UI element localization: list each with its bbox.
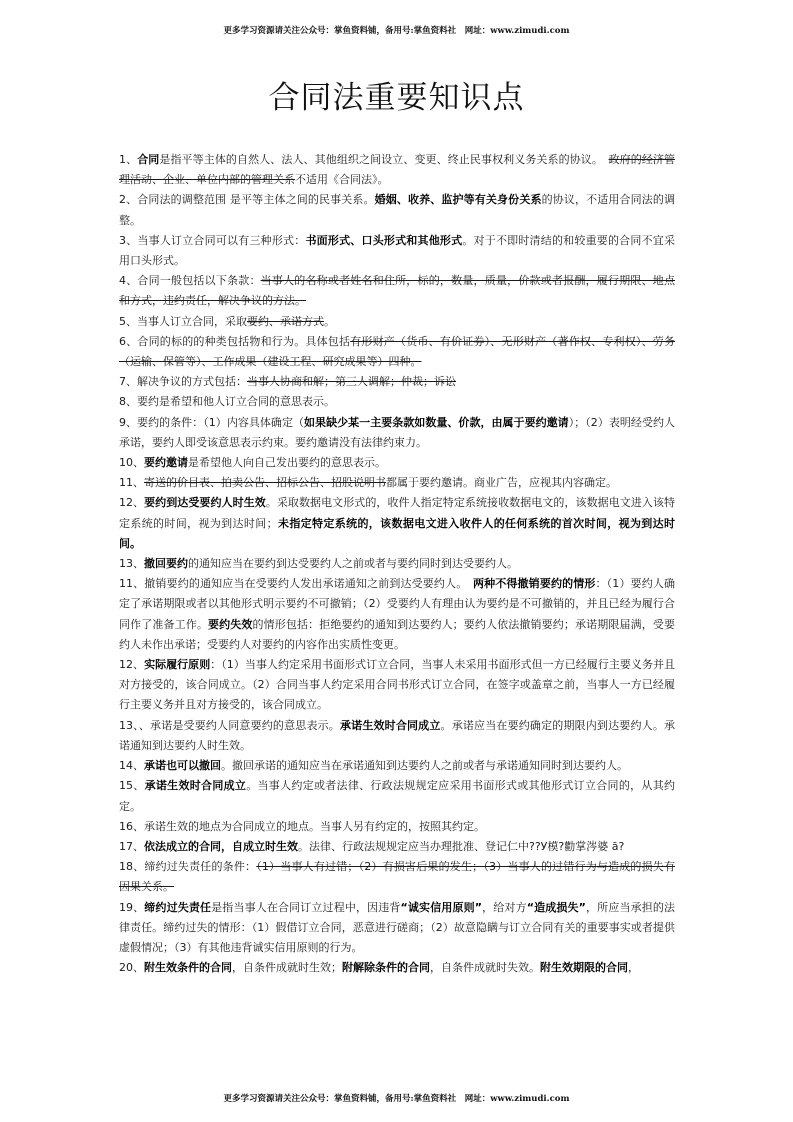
bold-text: 承诺生效时合同成立 xyxy=(339,718,441,732)
bold-text: 婚姻、收养、监护等有关身份关系 xyxy=(374,193,542,207)
body-text: 是指平等主体的自然人、法人、其他组织之间设立、变更、终止民事权利义务关系的协议。 xyxy=(159,153,609,166)
bold-text: 实际履行原则 xyxy=(144,658,211,672)
list-item xyxy=(119,271,675,311)
body-text: 11、撤销要约的通知应当在受要约人发出承诺通知之前到达受要约人。 xyxy=(119,577,473,591)
bold-text: 承诺生效时合同成立 xyxy=(144,779,247,793)
list-item xyxy=(119,554,675,574)
bold-text: 附解除条件的合同 xyxy=(342,961,430,975)
list-item xyxy=(119,898,675,959)
list-item xyxy=(119,716,675,756)
list-item xyxy=(119,857,675,897)
list-item xyxy=(119,453,675,473)
body-text: 8、要约是希望和他人订立合同的意思表示。 xyxy=(119,395,335,409)
body-text: 18、缔约过失责任的条件： xyxy=(119,860,257,874)
header-banner: 更多学习资源请关注公众号：掌鱼资料铺，备用号:掌鱼资料社 网址：www.zimudi.com xyxy=(223,26,570,36)
body-text: ）；（2）表明经受约人承诺，要约人即受该意思表示约束。要约邀请没有法律约束力。 xyxy=(119,415,676,449)
body-text: 不适用《合同法》。 xyxy=(295,173,389,187)
body-text: 的情形包括：拒绝要约的通知到达要约人；要约人依法撤销要约；承诺期限届满，受要约人未作出承诺；受要约人对要约的内容作出实质性变更。 xyxy=(119,617,676,651)
body-text: 。当事人约定或者法律、行政法规规定应采用书面形式或其他形式订立合同的，从其约定。 xyxy=(119,779,676,813)
bold-text: 要约失效 xyxy=(207,617,253,631)
body-text: 。采取数据电文形式的，收件人指定特定系统接收数据电文的，该数据电文进入该特定系统的时间，视为到达时间； xyxy=(119,496,676,530)
bold-text: 合同 xyxy=(137,153,160,166)
body-text: ：（1）当事人约定采用书面形式订立合同，当事人未采用书面形式但一方已经履行主要义务并且对方接受的，该合同成立。（2）合同当事人约定采用合同书形式订立合同，在签字或盖章之前，当事人一方已经履行主要义务并且对方接受的，该合同成立。 xyxy=(119,658,676,712)
bold-text: 书面形式、口头形式和其他形式 xyxy=(305,233,463,247)
list-item xyxy=(119,231,675,271)
body-text: 。 xyxy=(324,314,335,328)
underlined-text: 有形财产（货币、有价证券）、无形财产（著作权、专利权）、劳务（运输、保管等）、工作成果（建设工程、研究成果等）四种。 xyxy=(119,334,676,369)
underlined-text: 当事人协商和解；第三人调解；仲裁；诉讼 xyxy=(247,375,456,389)
list-item xyxy=(119,837,675,857)
body-text: 。承诺应当在要约确定的期限内到达要约人。承诺通知到达要约人时生效。 xyxy=(119,718,675,752)
body-text: 9、要约的条件：（1）内容具体确定（ xyxy=(119,415,305,429)
list-item xyxy=(119,312,675,332)
list-item xyxy=(119,776,675,816)
bold-text: 两种不得撤销要约的情形 xyxy=(472,577,596,591)
body-text: 12、 xyxy=(119,658,145,672)
body-text: 5、当事人订立合同，采取 xyxy=(119,314,247,328)
underlined-text: 要约、承诺方式 xyxy=(247,314,324,328)
body-text: 10、 xyxy=(119,456,144,470)
body-text: 4、合同一般包括以下条款： xyxy=(119,274,261,288)
body-text: 1、 xyxy=(119,153,138,166)
underlined-text: 当事人的名称或者姓名和住所，标的，数量，质量，价款或者报酬，履行期限、地点和方式，违约责任，解决争议的方法。 xyxy=(119,274,676,308)
bold-text: 要约到达受要约人时生效 xyxy=(144,496,266,510)
body-text: ，自条件成就时失效。 xyxy=(430,961,540,975)
list-item xyxy=(119,332,675,372)
body-text: 14、 xyxy=(119,759,144,773)
list-item xyxy=(119,958,675,978)
body-text: 20、 xyxy=(119,961,144,975)
bold-text: 如果缺少某一主要条款如数量、价款，由属于要约邀请 xyxy=(304,415,569,429)
body-text: 都属于要约邀请。商业广告，应视其内容确定。 xyxy=(386,476,617,490)
body-text: 的协议，不适用合同法的调整。 xyxy=(119,193,676,227)
body-text: 16、承诺生效的地点为合同成立的地点。当事人另有约定的，按照其约定。 xyxy=(119,819,485,833)
body-text: ：（1）要约人确定了承诺期限或者以其他形式明示要约不可撤销；（2）受要约人有理由认为要约是不可撤销的，并且已经为履行合同作了准备工作。 xyxy=(119,577,676,631)
underlined-text: 寄送的价目表、拍卖公告、招标公告、招股说明书 xyxy=(144,476,386,490)
body-text: 15、 xyxy=(119,779,145,793)
bold-text: 撤回要约 xyxy=(144,557,188,571)
bold-text: 附生效条件的合同 xyxy=(144,961,232,975)
bold-text: 未指定特定系统的，该数据电文进入收件人的任何系统的首次时间，视为到达时间。 xyxy=(119,516,676,550)
bold-text: 附生效期限的合同 xyxy=(540,961,628,975)
list-item xyxy=(119,392,675,412)
body-text: ， xyxy=(628,961,639,975)
bold-text: “诚实信用原则” xyxy=(400,900,482,914)
bold-text: “造成损失” xyxy=(526,900,586,914)
body-text: 。法律、行政法规规定应当办理批准、登记仁中??У模?勸掌涔婆 ā? xyxy=(298,839,625,853)
body-text: 6、合同的标的的种类包括物和行为。具体包括 xyxy=(119,334,351,348)
body-text: 11、 xyxy=(119,476,144,490)
list-item xyxy=(119,655,675,716)
body-text: 12、 xyxy=(119,496,145,510)
body-text: 3、当事人订立合同可以有三种形式： xyxy=(119,233,306,247)
body-text: 是希望他人向自己发出要约的意思表示。 xyxy=(188,456,386,470)
list-item xyxy=(119,372,675,392)
list-item xyxy=(119,473,675,493)
body-text: ，自条件成就时生效； xyxy=(232,961,342,975)
list-item xyxy=(119,150,675,190)
document-body xyxy=(119,150,675,978)
list-item xyxy=(119,493,675,554)
body-text: 的通知应当在要约到达受要约人之前或者与要约同时到达受要约人。 xyxy=(188,557,518,571)
list-item xyxy=(119,413,675,453)
list-item xyxy=(119,756,675,776)
body-text: 19、 xyxy=(119,900,145,914)
underlined-text: （1）当事人有过错；（2）有损害后果的发生；（3）当事人的过错行为与造成的损失有因果关系。 xyxy=(119,860,675,894)
list-item xyxy=(119,190,675,230)
body-text: 17、 xyxy=(119,839,144,853)
body-text: 7、解决争议的方式包括： xyxy=(119,375,247,389)
body-text: 。撤回承诺的通知应当在承诺通知到达要约人之前或者与承诺通知同时到达要约人。 xyxy=(221,759,628,773)
list-item xyxy=(119,574,675,655)
list-item xyxy=(119,817,675,837)
bold-text: 缔约过失责任 xyxy=(144,900,212,914)
body-text: ，所应当承担的法律责任。缔约过失的情形：（1）假借订立合同，恶意进行磋商；（2）故意隐瞒与订立合同有关的重要事实或者提供虚假情况；（3）有其他违背诚实信用原则的行为。 xyxy=(119,900,676,954)
bold-text: 承诺也可以撤回 xyxy=(144,759,221,773)
underlined-text: 政府的经济管理活动、企业、单位内部的管理关系 xyxy=(119,153,676,187)
body-text: 。对于不即时清结的和较重要的合同不宜采用口头形式。 xyxy=(119,233,676,268)
body-text: 是指当事人在合同订立过程中，因违背 xyxy=(211,900,401,914)
body-text: 2、合同法的调整范围 是平等主体之间的民事关系。 xyxy=(119,193,375,207)
body-text: ，给对方 xyxy=(482,900,527,914)
footer-banner: 更多学习资源请关注公众号：掌鱼资料铺，备用号:掌鱼资料社 网址：www.zimudi.com xyxy=(223,1094,570,1104)
page-title: 合同法重要知识点 xyxy=(268,80,525,116)
bold-text: 依法成立的合同，自成立时生效 xyxy=(144,839,298,853)
body-text: 13、、承诺是受要约人同意要约的意思表示。 xyxy=(119,718,340,732)
body-text: 13、 xyxy=(119,557,144,571)
bold-text: 要约邀请 xyxy=(144,456,188,470)
